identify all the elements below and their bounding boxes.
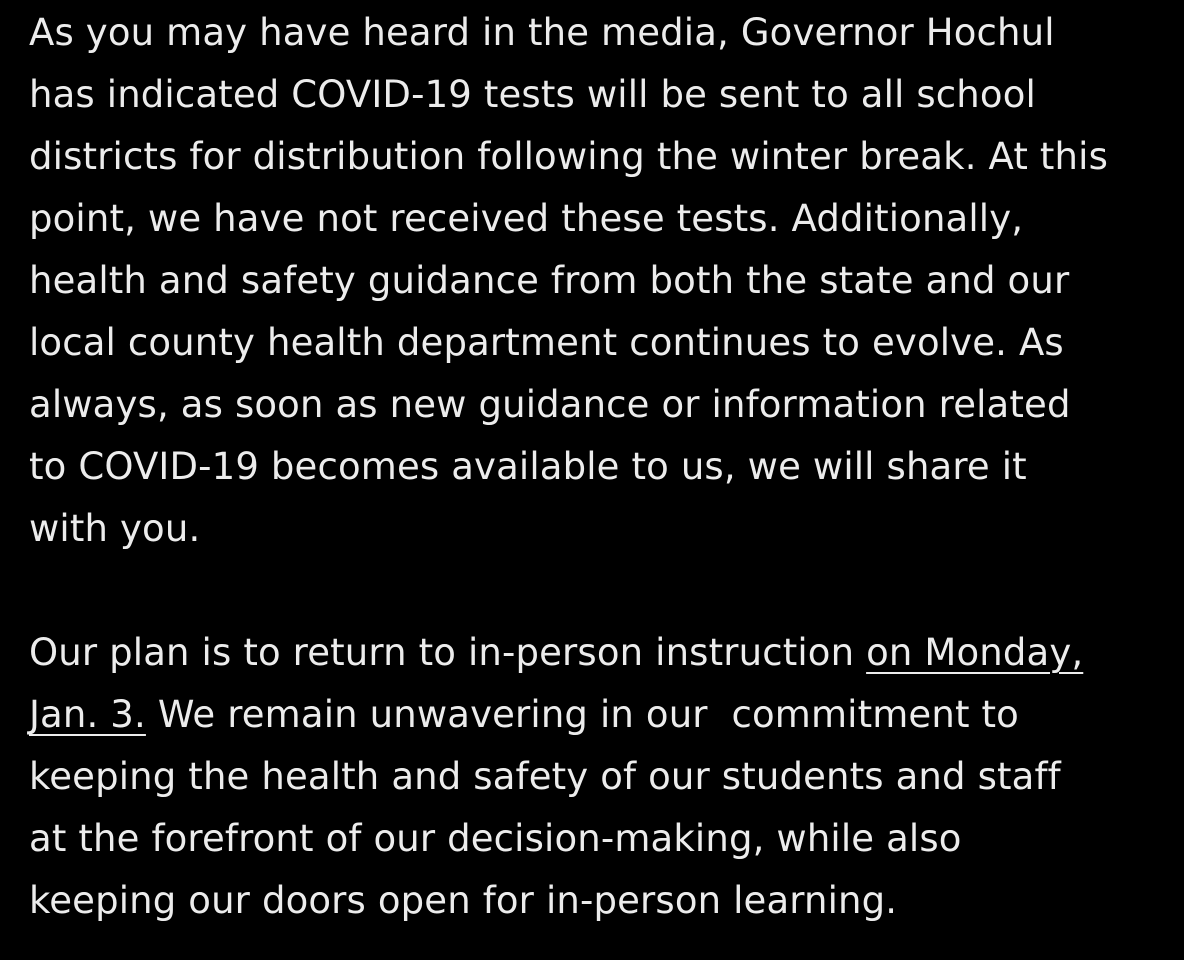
return-date-underlined: on Monday, <box>866 631 1084 674</box>
paragraph-2-line <box>29 684 1019 746</box>
commitment-text: We remain unwavering in our commitment to <box>145 693 1019 736</box>
return-date-underlined: Jan. 3. <box>29 693 146 736</box>
paragraph-1-line: has indicated COVID-19 tests will be sent to all school <box>29 73 1036 116</box>
paragraph-1-line: districts for distribution following the winter break. At this <box>29 135 1109 178</box>
paragraph-1-line: with you. <box>29 507 201 550</box>
paragraph-2-line: keeping our doors open for in-person learning. <box>29 879 898 922</box>
paragraph-1-line: As you may have heard in the media, Governor Hochul <box>29 11 1055 54</box>
paragraph-1-line: point, we have not received these tests. Additionally, <box>29 197 1024 240</box>
paragraph-1-line: local county health department continues to evolve. As <box>29 321 1064 364</box>
paragraph-2-line <box>29 622 1083 684</box>
paragraph-1-line: to COVID-19 becomes available to us, we will share it <box>29 445 1027 488</box>
paragraph-2-line: keeping the health and safety of our students and staff <box>29 755 1061 798</box>
paragraph-1-line: health and safety guidance from both the state and our <box>29 259 1070 302</box>
paragraph-1-line: always, as soon as new guidance or information related <box>29 383 1071 426</box>
paragraph-2-line: at the forefront of our decision-making, while also <box>29 817 962 860</box>
plan-text: Our plan is to return to in-person instruction <box>29 631 867 674</box>
